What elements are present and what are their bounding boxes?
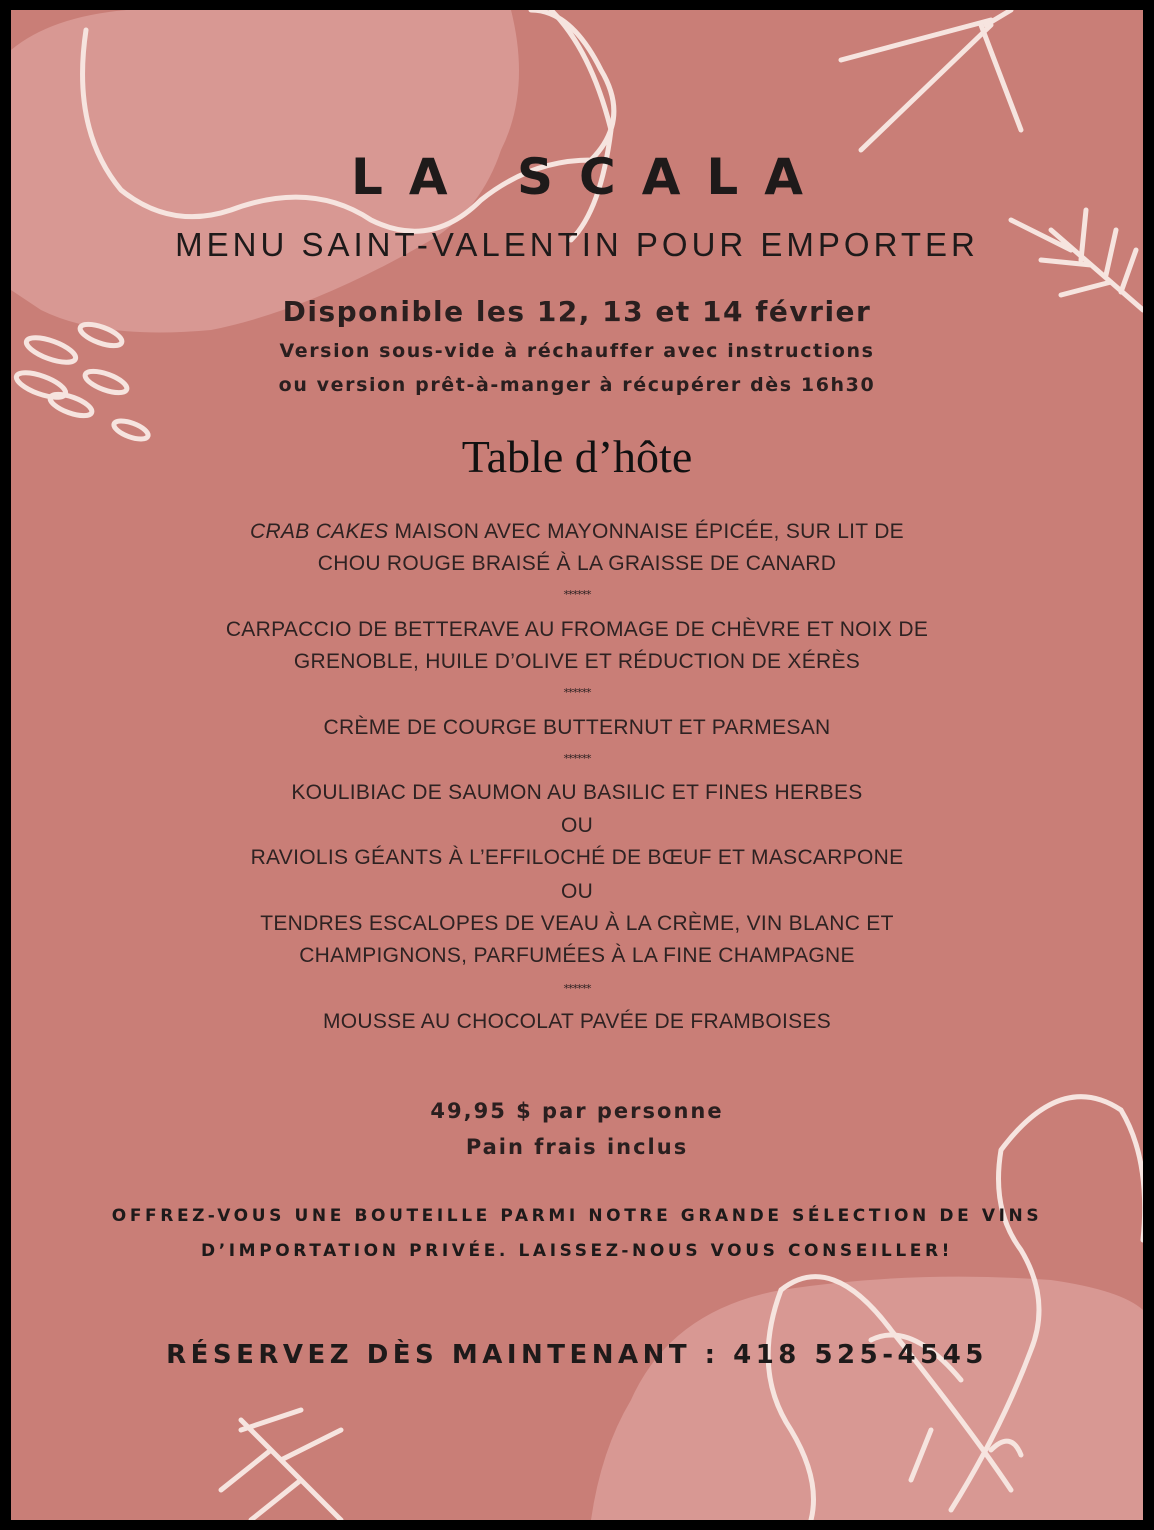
wine-offer-line-2: D’IMPORTATION PRIVÉE. LAISSEZ-NOUS VOUS CONSEILLER! [200, 1241, 954, 1261]
crab-cakes-italic: CRAB CAKES [250, 520, 389, 543]
restaurant-name: LA SCALA [351, 148, 829, 206]
leaf-bottom [221, 1410, 341, 1520]
menu-item-soup: CRÈME DE COURGE BUTTERNUT ET PARMESAN [323, 716, 831, 739]
menu-item-escalopes: TENDRES ESCALOPES DE VEAU À LA CRÈME, VIN BLANC ET [260, 912, 894, 935]
wine-offer-line-1: OFFREZ-VOUS UNE BOUTEILLE PARMI NOTRE GRANDE SÉLECTION DE VINS [111, 1206, 1043, 1226]
light-blob-bottom-right [591, 1277, 1143, 1520]
section-title: Table d’hôte [461, 431, 693, 482]
menu-item-carpaccio: CARPACCIO DE BETTERAVE AU FROMAGE DE CHÈVRE ET NOIX DE [225, 618, 929, 641]
menu-item-koulibiac: KOULIBIAC DE SAUMON AU BASILIC ET FINES HERBES [291, 781, 863, 804]
leaf-top-right [841, 20, 1021, 150]
menu-item-raviolis: RAVIOLIS GÉANTS À L’EFFILOCHÉ DE BŒUF ET MASCARPONE [250, 846, 904, 869]
separator: ****** [563, 686, 591, 699]
menu-item-dessert: MOUSSE AU CHOCOLAT PAVÉE DE FRAMBOISES [322, 1010, 832, 1033]
menu-item-carpaccio-2: GRENOBLE, HUILE D’OLIVE ET RÉDUCTION DE XÉRÈS [293, 650, 861, 673]
or-label: OU [560, 814, 594, 837]
separator: ****** [563, 752, 591, 765]
menu-item-crab-cakes [11, 520, 1143, 544]
version-pret-a-manger: ou version prêt-à-manger à récupérer dès 16h30 [278, 374, 876, 396]
price: 49,95 $ par personne [430, 1099, 724, 1123]
bread-included: Pain frais inclus [465, 1135, 689, 1159]
availability-dates: Disponible les 12, 13 et 14 février [282, 295, 872, 328]
menu-item-crab-cakes-2: CHOU ROUGE BRAISÉ À LA GRAISSE DE CANARD [317, 552, 837, 575]
separator: ****** [563, 982, 591, 995]
version-sous-vide: Version sous-vide à réchauffer avec instructions [279, 340, 875, 362]
or-label: OU [560, 880, 594, 903]
menu-item-escalopes-2: CHAMPIGNONS, PARFUMÉES À LA FINE CHAMPAGNE [299, 944, 855, 967]
menu-subtitle: MENU SAINT-VALENTIN POUR EMPORTER [175, 226, 979, 263]
reservation-phone: RÉSERVEZ DÈS MAINTENANT : 418 525-4545 [166, 1340, 988, 1370]
crab-cakes-text: MAISON AVEC MAYONNAISE ÉPICÉE, SUR LIT DE [388, 520, 904, 543]
separator: ****** [563, 588, 591, 601]
menu-poster [11, 10, 1143, 1520]
